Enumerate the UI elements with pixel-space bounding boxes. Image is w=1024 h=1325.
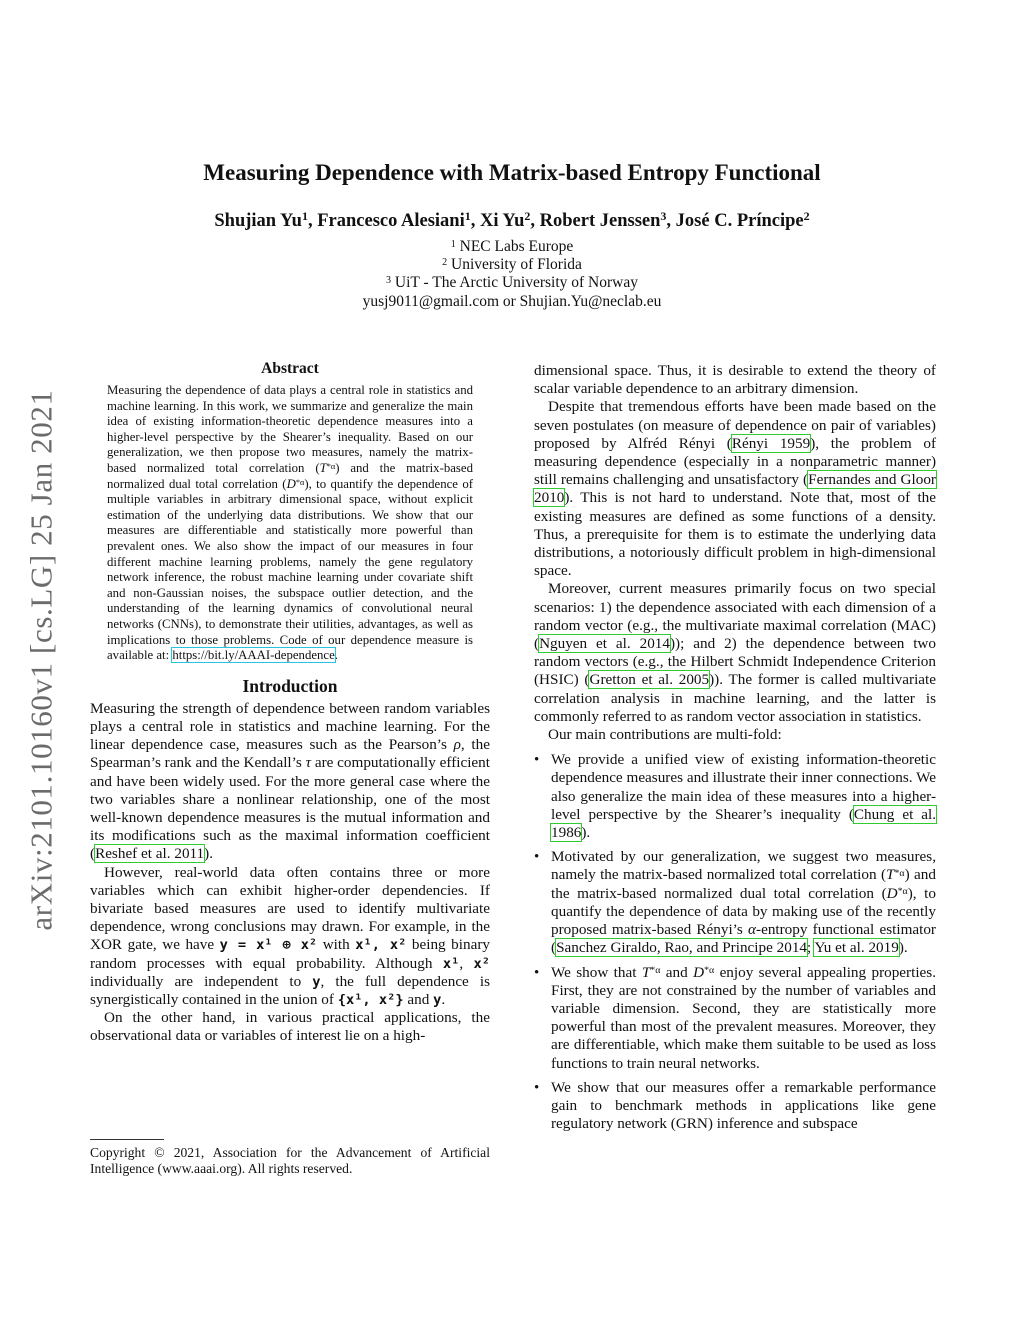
math-symbol: D bbox=[286, 476, 296, 491]
body-text: . bbox=[441, 990, 446, 1008]
math-superscript: *α bbox=[894, 867, 905, 879]
author-name: Shujian Yu bbox=[214, 211, 302, 231]
list-item bbox=[534, 848, 936, 957]
affiliation-number: 3 bbox=[386, 275, 392, 287]
author-affiliation-mark: 2 bbox=[803, 208, 810, 223]
contributions-list bbox=[534, 751, 936, 1133]
body-text: and bbox=[660, 963, 694, 981]
math-symbol: ρ bbox=[453, 736, 461, 754]
math-superscript: *α bbox=[897, 885, 908, 897]
body-text: ), to quantify the dependence of data by making use of the recently proposed matrix-based Rényi’s bbox=[551, 884, 936, 939]
paper-title: Measuring Dependence with Matrix-based Entropy Functional bbox=[203, 160, 821, 185]
body-text: ; bbox=[807, 939, 815, 957]
body-text: enjoy several appealing properties. First, they are not constrained by the number of variables and variable dimension. Second, they are statistically more powerful than most of the prevalent measures. Moreover, they are differentiable, which make them suitable to be used as loss functions to train neural networks. bbox=[551, 963, 936, 1072]
math-symbol: T bbox=[641, 963, 651, 981]
abstract-text: ) and the matrix-based normalized dual total correlation ( bbox=[107, 460, 473, 491]
arxiv-identifier-stamp bbox=[20, 360, 64, 960]
abstract-text: Measuring the dependence of data plays a central role in statistics and machine learning. In this work, we summarize and generalize the main idea of existing information-theoretic dependence measures into a higher-level perspective by the Shearer’s inequality. Based on our generalization, we then propose two measures, namely the matrix-based normalized total correlation ( bbox=[107, 383, 473, 475]
body-text: individually are independent to bbox=[90, 972, 313, 990]
body-paragraph bbox=[534, 580, 936, 726]
affiliation-number: 2 bbox=[442, 257, 448, 269]
math-symbol: T bbox=[886, 866, 895, 884]
body-text: ). This is not hard to understand. Note that, most of the existing measures are defined as some functions of a density. Thus, a prerequisite for them is to estimate the underlying data distributions, a notoriously difficult problem in high-dimensional space. bbox=[534, 489, 936, 580]
bullet-icon: • bbox=[534, 849, 540, 866]
body-text: ). bbox=[898, 939, 908, 957]
math-symbol: τ bbox=[305, 754, 312, 772]
citation-link[interactable]: Gretton et al. 2005 bbox=[589, 671, 710, 689]
body-paragraph: Our main contributions are multi-fold: bbox=[548, 726, 782, 744]
affiliation-text: UiT - The Arctic University of Norway bbox=[394, 274, 638, 292]
body-text: with bbox=[317, 936, 356, 954]
math-symbol: α bbox=[748, 921, 757, 939]
code-link[interactable]: https://bit.ly/AAAI-dependence bbox=[172, 648, 335, 663]
affiliation-line bbox=[100, 256, 924, 274]
math-symbol: D bbox=[886, 884, 898, 902]
math-symbol: D bbox=[693, 963, 705, 981]
math-expression: y = x¹ ⊕ x² bbox=[219, 937, 318, 954]
author-affiliation-mark: 3 bbox=[660, 208, 667, 223]
math-superscript: *α bbox=[326, 462, 336, 472]
body-text: However, real-world data often contains three or more variables which can exhibit higher-order dependencies. If bivariate based measures are used to identify multivariate dependence, wrong conclusions may drawn. For example, in the XOR gate, we have bbox=[90, 863, 490, 954]
affiliation-number: 1 bbox=[450, 239, 456, 250]
bullet-icon: • bbox=[534, 752, 540, 769]
right-column bbox=[534, 362, 936, 1139]
math-superscript: *α bbox=[295, 477, 305, 487]
body-paragraph bbox=[534, 398, 936, 580]
list-item bbox=[534, 964, 936, 1073]
body-text: Despite that tremendous efforts have been made based on the seven postulates (on measure of dependence on pair of variables) proposed by Alfréd Rényi ( bbox=[534, 398, 936, 452]
math-expression: x² bbox=[473, 955, 490, 972]
body-text: )). The former is called multivariate correlation analysis in machine learning, and the latter is commonly referred to as random vector association in statistics. bbox=[534, 671, 936, 725]
math-superscript: *α bbox=[650, 964, 661, 976]
citation-link[interactable]: Nguyen et al. 2014 bbox=[539, 635, 670, 653]
math-expression: y bbox=[433, 991, 442, 1008]
citation-link[interactable]: Chung et al. 1986 bbox=[551, 805, 936, 842]
body-paragraph: dimensional space. Thus, it is desirable to extend the theory of scalar variable dependence to an arbitrary dimension. bbox=[534, 362, 936, 398]
math-symbol: T bbox=[319, 460, 327, 475]
citation-link[interactable]: Yu et al. 2019 bbox=[814, 939, 899, 957]
list-item bbox=[534, 751, 936, 842]
affiliation-line bbox=[100, 238, 924, 256]
body-text: We show that bbox=[551, 963, 642, 981]
intro-paragraph-2 bbox=[90, 864, 490, 1010]
abstract-text: ), to quantify the dependence of multiple variables in arbitrary dimensional space, without explicit estimation of the underlying data distributions. We show that our measures are differentiable and statistically more powerful than prevalent ones. We also show the impact of our measures in four different machine learning problems, namely the gene regulatory network inference, the robust machine learning under covariate shift and non-Gaussian noises, the subspace outlier detection, and the understanding of the learning dynamics of convolutional neural networks (CNNs), to demonstrate their utilities, advantages, as well as implications to those problems. Code of our dependence measure is available at: bbox=[107, 476, 473, 663]
body-text: ). bbox=[581, 824, 591, 842]
author-name: Francesco Alesiani bbox=[317, 211, 465, 231]
list-item bbox=[534, 1079, 936, 1134]
affiliation-text: NEC Labs Europe bbox=[459, 238, 574, 255]
math-expression: x¹, x² bbox=[355, 937, 407, 954]
abstract-body bbox=[107, 383, 473, 664]
author-name: Xi Yu bbox=[479, 211, 525, 231]
citation-link[interactable]: Reshef et al. 2011 bbox=[95, 845, 205, 863]
contact-email: yusj9011@gmail.com or Shujian.Yu@neclab.eu bbox=[362, 292, 662, 310]
abstract-heading: Abstract bbox=[261, 360, 319, 377]
affiliation-line bbox=[100, 274, 924, 292]
body-text: Motivated by our generalization, we suggest two measures, namely the matrix-based normalized total correlation ( bbox=[551, 848, 936, 884]
body-text: and bbox=[403, 990, 434, 1008]
body-text: Moreover, current measures primarily focus on two special scenarios: 1) the dependence associated with each dimension of a random vector (e.g., the multivariate maximal correlation (MAC) ( bbox=[534, 580, 936, 653]
body-text: are computationally efficient and have been widely used. For the more general case where the two variables share a nonlinear relationship, one of the most well-known dependence measures is the mutual information and its modifications such as the maximal information coefficient ( bbox=[90, 754, 490, 863]
intro-paragraph-1 bbox=[90, 700, 490, 864]
body-text: Measuring the strength of dependence between random variables plays a central role in statistics and machine learning. For the linear dependence case, measures such as the Pearson’s bbox=[90, 699, 490, 754]
author-affiliation-mark: 1 bbox=[301, 208, 308, 223]
body-text: )); and 2) the dependence between two random vectors (e.g., the Hilbert Schmidt Independence Criterion (HSIC) ( bbox=[534, 635, 936, 689]
body-text: ), the problem of measuring dependence (especially in a nonparametric manner) still remains challenging and unsatisfactory ( bbox=[534, 434, 936, 489]
affiliation-block bbox=[100, 238, 924, 311]
abstract-text: . bbox=[334, 648, 338, 663]
math-expression: {x¹, x²} bbox=[337, 991, 404, 1008]
arxiv-stamp-text: arXiv:2101.10160v1 [cs.LG] 25 Jan 2021 bbox=[24, 389, 59, 931]
math-expression: x¹ bbox=[442, 955, 460, 972]
body-text: , the Spearman’s rank and the Kendall’s bbox=[90, 736, 490, 772]
math-superscript: *α bbox=[704, 964, 715, 976]
citation-link[interactable]: Rényi 1959 bbox=[731, 434, 811, 452]
math-expression: y bbox=[312, 973, 321, 990]
body-text: We show that our measures offer a remarkable performance gain to benchmark methods in applications like gene regulatory network (GRN) inference and subspace bbox=[551, 1078, 936, 1133]
footnote-divider bbox=[90, 1139, 164, 1140]
author-affiliation-mark: 1 bbox=[464, 208, 471, 223]
body-text: , the full dependence is synergistically contained in the union of bbox=[90, 972, 490, 1008]
body-text: , bbox=[459, 954, 474, 972]
citation-link[interactable]: Fernandes and Gloor 2010 bbox=[534, 471, 936, 507]
bullet-icon: • bbox=[534, 1079, 540, 1096]
author-name: Robert Jenssen bbox=[539, 211, 661, 231]
author-name: José C. Príncipe bbox=[675, 211, 804, 231]
author-list: Shujian Yu$^1$, Francesco Alesiani$^1$, Xi Yu$^2$, Robert Jenssen$^3$, José C. Príncipe$^2$ bbox=[214, 208, 810, 231]
bullet-icon: • bbox=[534, 964, 540, 981]
author-affiliation-mark: 2 bbox=[524, 208, 531, 223]
body-text: -entropy functional estimator ( bbox=[551, 921, 936, 957]
left-column bbox=[90, 360, 490, 1046]
affiliation-text: University of Florida bbox=[451, 256, 582, 274]
introduction-heading: Introduction bbox=[242, 675, 338, 696]
body-text: ) and the matrix-based normalized dual total correlation ( bbox=[551, 866, 936, 902]
body-text: ). bbox=[204, 845, 214, 863]
citation-link[interactable]: Sanchez Giraldo, Rao, and Principe 2014 bbox=[556, 939, 808, 957]
intro-paragraph-3: On the other hand, in various practical applications, the observational data or variables of interest lie on a high- bbox=[90, 1009, 490, 1045]
body-text: We provide a unified view of existing information-theoretic dependence measures and illustrate their inner connections. We also generalize the main idea of these measures into a higher-level perspective by the Shearer’s inequality ( bbox=[551, 751, 936, 823]
copyright-footnote: Copyright © 2021, Association for the Advancement of Artificial Intelligence (www.aaai.org). All rights reserved. bbox=[90, 1145, 490, 1177]
body-text: being binary random processes with equal probability. Although bbox=[90, 936, 490, 972]
